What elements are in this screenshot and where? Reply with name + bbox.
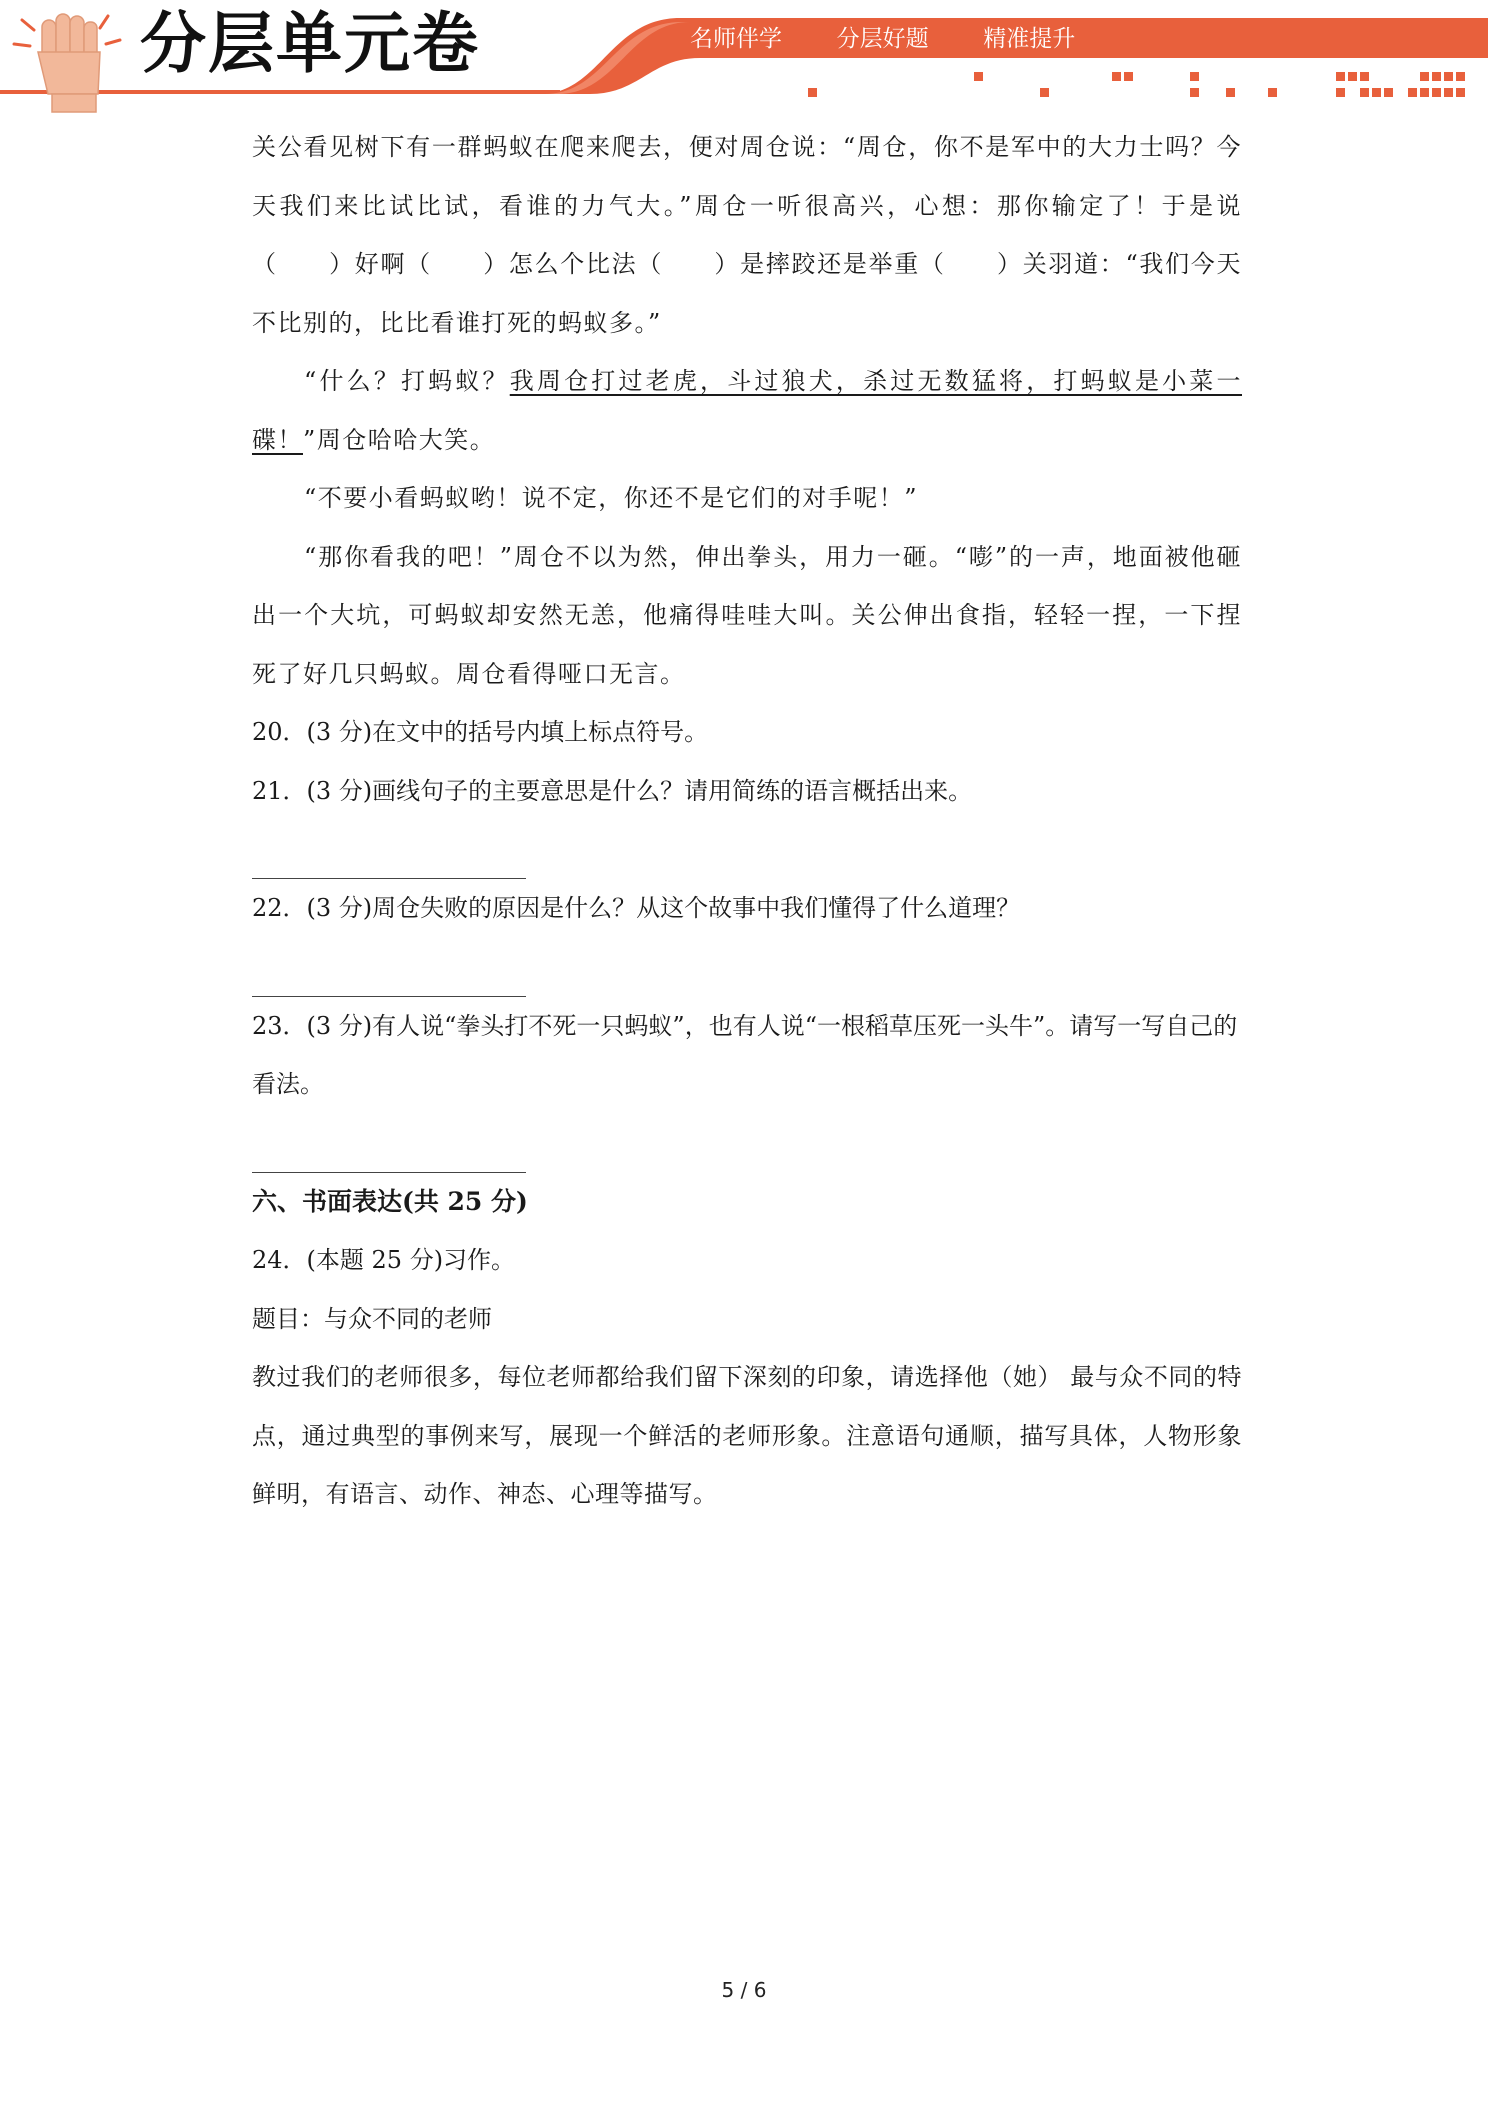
question-20: 20．(3 分)在文中的括号内填上标点符号。 [252, 718, 709, 746]
section-6-title: 六、书面表达(共 25 分) [252, 1186, 528, 1216]
question-21: 21．(3 分)画线句子的主要意思是什么？请用简练的语言概括出来。 [252, 776, 973, 805]
story-paragraph-1: 关公看见树下有一群蚂蚁在爬来爬去，便对周仓说：“周仓，你不是军中的大力士吗？今天我们来比试比试，看谁的力气大。”周仓一听很高兴，心想：那你输定了！于是说（ ）好啊（ ）怎么个比法（ ）是摔跤还是举重（ ）关羽道：“我们今天不比别的，比比看谁打死的蚂蚁多。” [252, 133, 1242, 337]
question-22: 22．(3 分)周仓失败的原因是什么？从这个故事中我们懂得了什么道理？ [252, 894, 1021, 922]
fist-logo-icon [8, 2, 128, 114]
answer-line-22[interactable] [252, 938, 526, 997]
page-content [252, 118, 1242, 1524]
essay-instructions: 教过我们的老师很多，每位老师都给我们留下深刻的印象，请选择他（她） 最与众不同的特点，通过典型的事例来写，展现一个鲜活的老师形象。注意语句通顺，描写具体，人物形象鲜明，有语言、动作、神态、心理等描写。 [252, 1363, 1242, 1508]
story-paragraph-3: “不要小看蚂蚁哟！说不定，你还不是它们的对手呢！” [304, 484, 919, 512]
essay-topic: 题目：与众不同的老师 [252, 1304, 492, 1333]
answer-line-21[interactable] [252, 820, 526, 879]
brand-title: 分层单元卷 [140, 5, 480, 82]
underlined-sentence: 我周仓打过老虎，斗过狼犬，杀过无数猛将，打蚂蚁是小菜一碟！ [252, 367, 1242, 454]
header-slogan: 名师伴学 分层好题 精准提升 [690, 26, 1076, 52]
page-header [0, 0, 1488, 120]
question-23: 23．(3 分)有人说“拳头打不死一只蚂蚁”，也有人说“一根稻草压死一头牛”。请写一写自己的看法。 [252, 1011, 1238, 1098]
story-paragraph-2 [252, 352, 1242, 469]
answer-line-23[interactable] [252, 1114, 526, 1173]
story-paragraph-4: “那你看我的吧！”周仓不以为然，伸出拳头，用力一砸。“嘭”的一声，地面被他砸出一个大坑，可蚂蚁却安然无恙，他痛得哇哇大叫。关公伸出食指，轻轻一捏，一下捏死了好几只蚂蚁。周仓看得哑口无言。 [252, 542, 1242, 688]
story-p2-before: “什么？打蚂蚁？ [304, 367, 510, 395]
question-24: 24．(本题 25 分)习作。 [252, 1246, 516, 1274]
page-number: 5 / 6 [721, 1978, 767, 2002]
story-p2-after: ”周仓哈哈大笑。 [303, 425, 496, 454]
